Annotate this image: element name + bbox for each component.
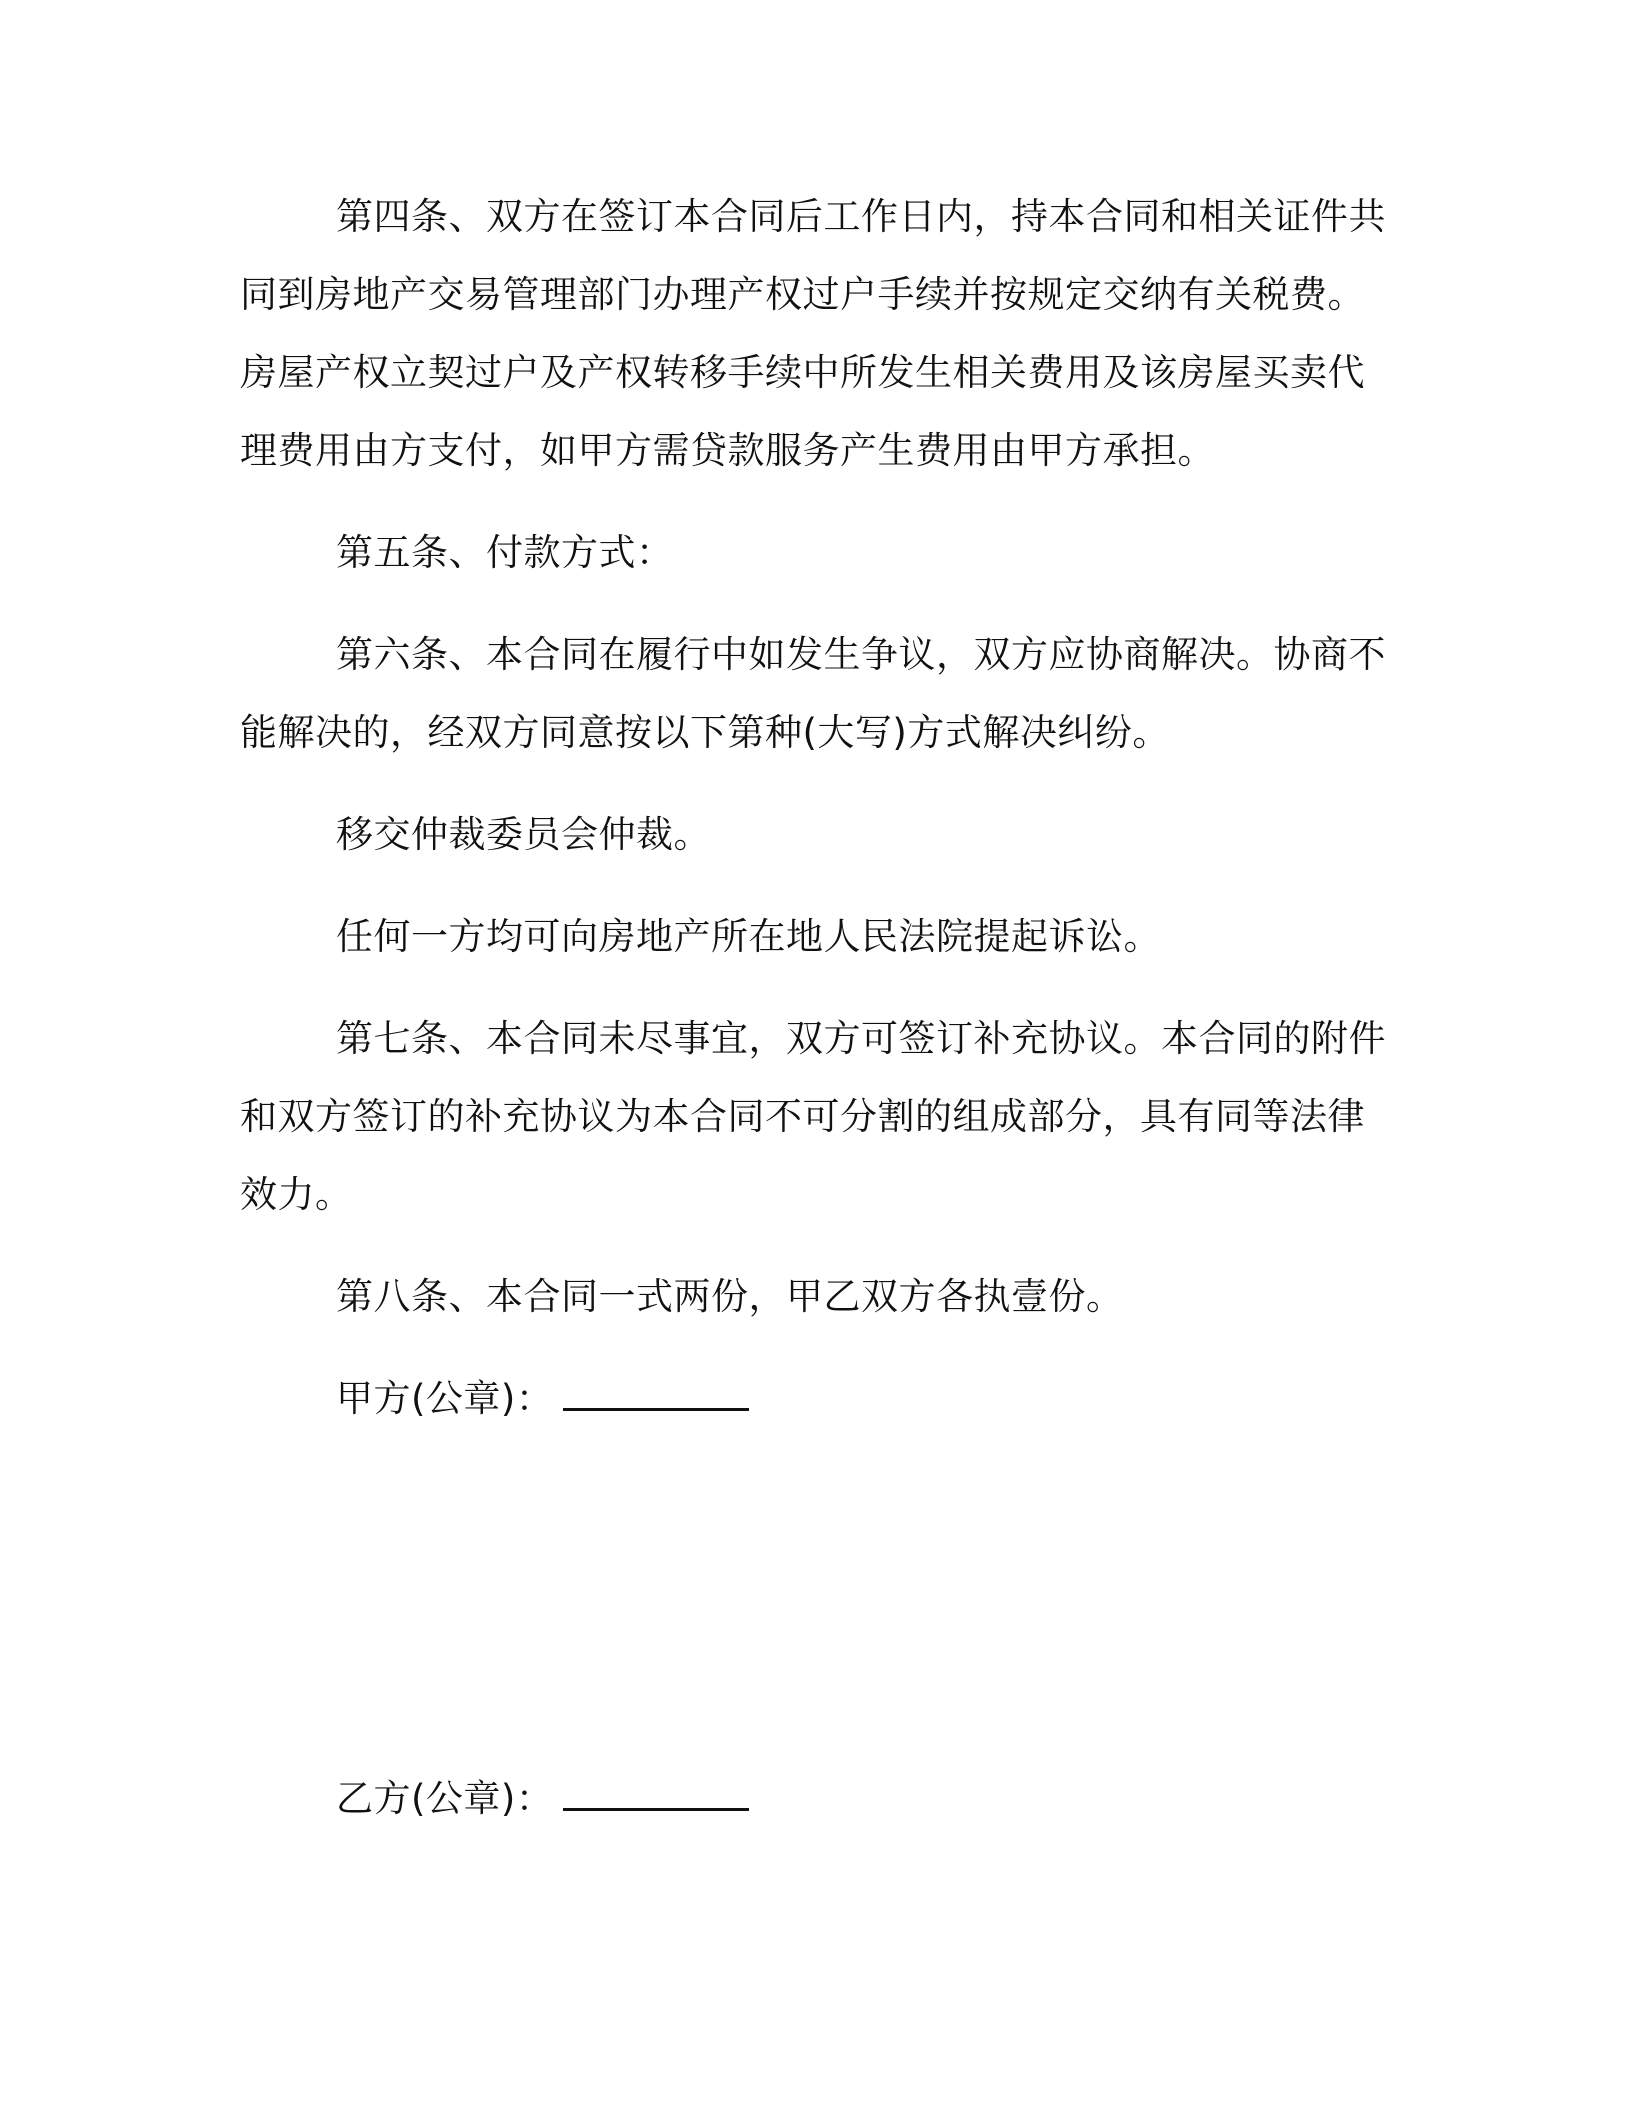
party-a-signature-blank bbox=[563, 1378, 749, 1411]
article-6-line-2: 能解决的，经双方同意按以下第种(大写)方式解决纠纷。 bbox=[240, 711, 1170, 754]
article-4-line-1: 第四条、双方在签订本合同后工作日内，持本合同和相关证件共 bbox=[336, 195, 1386, 238]
article-4-paragraph bbox=[240, 178, 1386, 490]
dispute-option-2-text: 任何一方均可向房地产所在地人民法院提起诉讼。 bbox=[336, 915, 1161, 958]
article-4-line-2: 同到房地产交易管理部门办理产权过户手续并按规定交纳有关税费。 bbox=[240, 273, 1365, 316]
article-6-paragraph bbox=[240, 616, 1386, 772]
party-b-signature bbox=[336, 1760, 749, 1838]
article-4-line-4: 理费用由方支付，如甲方需贷款服务产生费用由甲方承担。 bbox=[240, 429, 1215, 472]
dispute-option-1-text: 移交仲裁委员会仲裁。 bbox=[336, 813, 711, 856]
party-b-signature-label: 乙方(公章)： bbox=[336, 1777, 554, 1820]
article-7-paragraph bbox=[240, 1000, 1386, 1234]
article-7-line-3: 效力。 bbox=[240, 1173, 353, 1216]
article-7-line-2: 和双方签订的补充协议为本合同不可分割的组成部分，具有同等法律 bbox=[240, 1095, 1365, 1138]
dispute-option-2 bbox=[240, 898, 1380, 976]
dispute-option-1 bbox=[240, 796, 1380, 874]
party-b-signature-blank bbox=[563, 1778, 749, 1811]
party-a-signature bbox=[336, 1360, 749, 1438]
article-5-paragraph bbox=[240, 514, 1380, 592]
party-a-signature-label: 甲方(公章)： bbox=[336, 1377, 554, 1420]
article-7-line-1: 第七条、本合同未尽事宜，双方可签订补充协议。本合同的附件 bbox=[336, 1017, 1386, 1060]
article-5-line-1: 第五条、付款方式： bbox=[336, 531, 674, 574]
article-8-paragraph bbox=[240, 1258, 1380, 1336]
article-4-line-3: 房屋产权立契过户及产权转移手续中所发生相关费用及该房屋买卖代 bbox=[240, 351, 1365, 394]
article-8-line-1: 第八条、本合同一式两份，甲乙双方各执壹份。 bbox=[336, 1275, 1124, 1318]
article-6-line-1: 第六条、本合同在履行中如发生争议，双方应协商解决。协商不 bbox=[336, 633, 1386, 676]
